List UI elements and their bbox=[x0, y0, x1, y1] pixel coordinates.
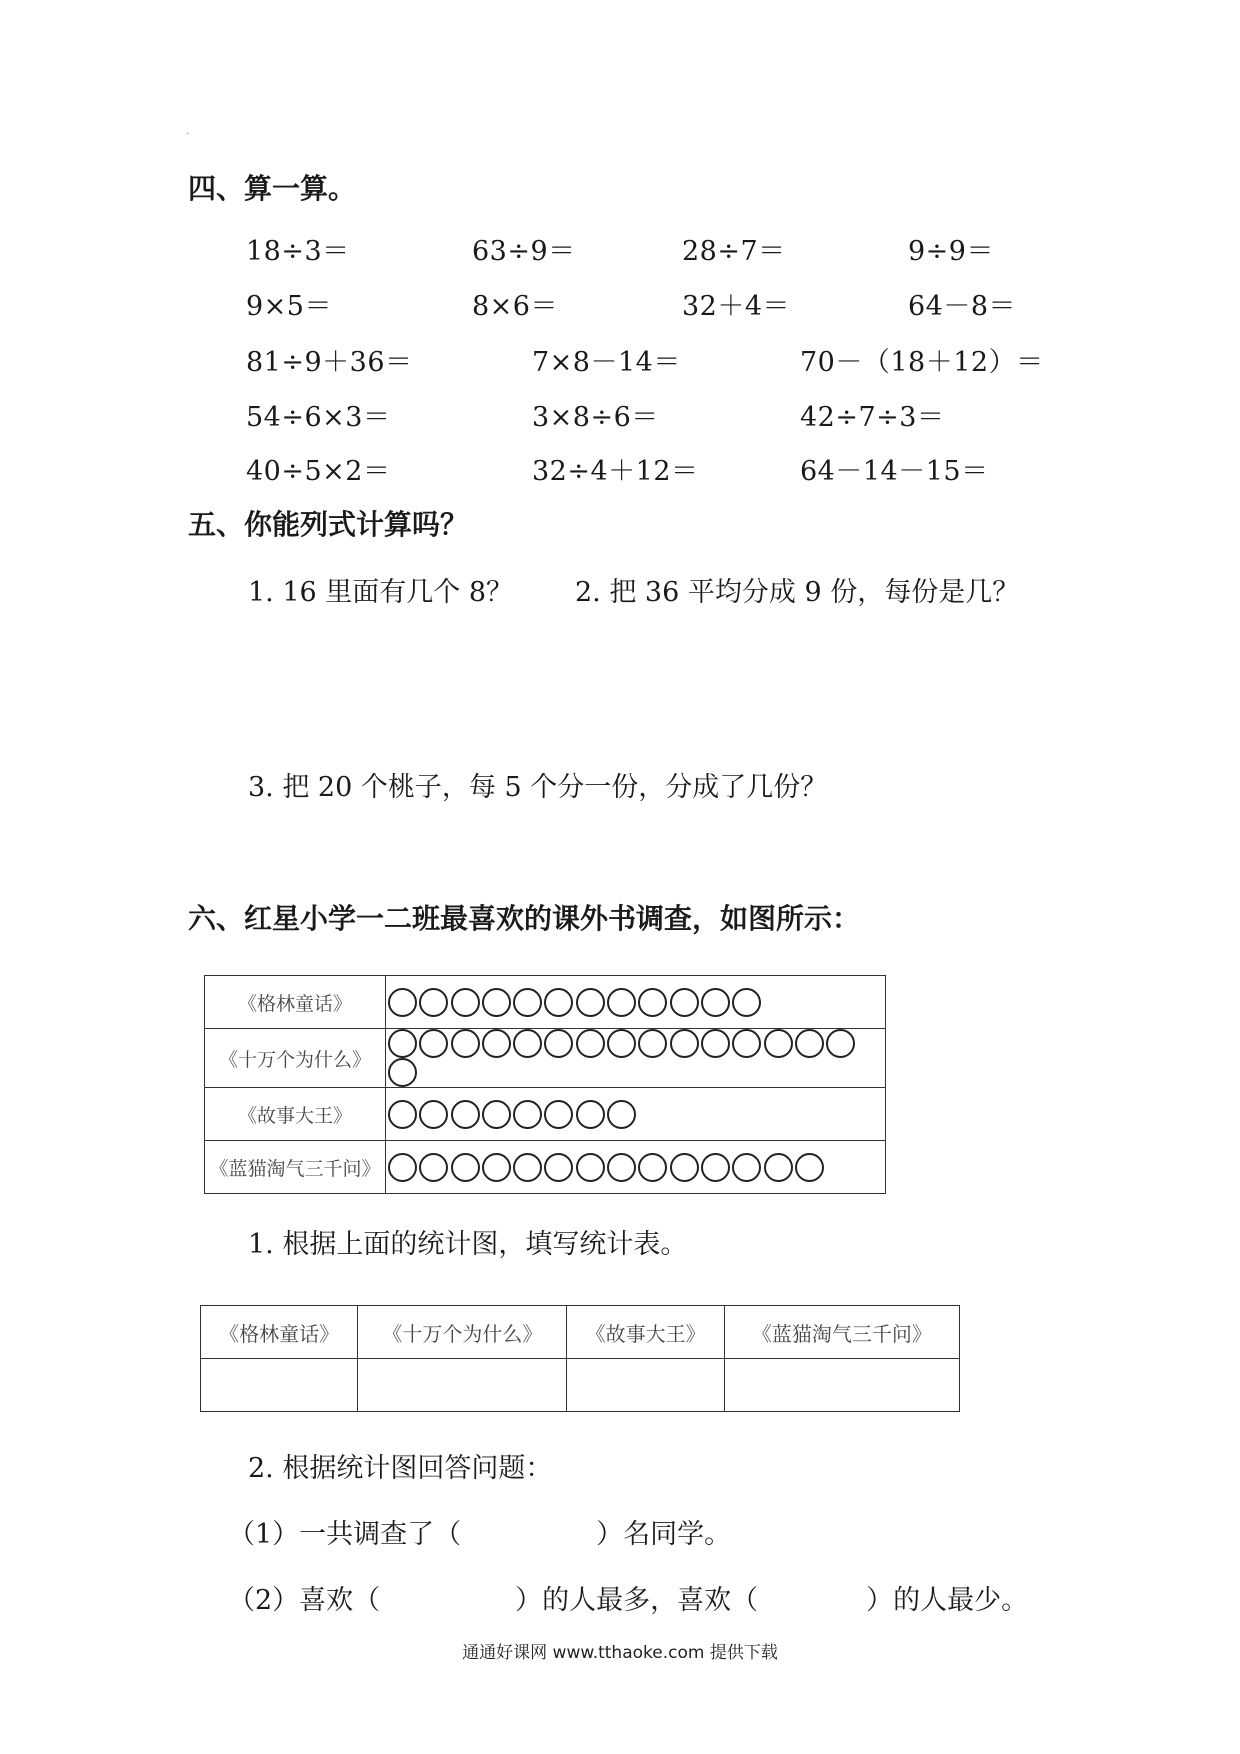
circle-mark bbox=[670, 988, 699, 1017]
pictograph-row bbox=[205, 1141, 886, 1194]
circle-mark bbox=[701, 1153, 730, 1182]
circle-mark bbox=[576, 1100, 605, 1129]
circle-mark bbox=[732, 988, 761, 1017]
circle-mark bbox=[544, 1153, 573, 1182]
table-header-cell: 《格林童话》 bbox=[201, 1306, 358, 1359]
calc-item: 9×5＝ bbox=[246, 291, 332, 322]
book-label: 《蓝猫淘气三千问》 bbox=[205, 1141, 386, 1194]
table-answer-row bbox=[201, 1359, 960, 1412]
calc-item: 64－14－15＝ bbox=[800, 456, 989, 487]
circle-mark bbox=[607, 1100, 636, 1129]
circle-mark bbox=[795, 1153, 824, 1182]
calc-item: 3×8÷6＝ bbox=[532, 402, 659, 433]
question-6-2: 2. 根据统计图回答问题： bbox=[248, 1453, 553, 1484]
calc-item: 63÷9＝ bbox=[472, 236, 576, 267]
circle-mark bbox=[576, 1029, 605, 1058]
circle-mark bbox=[419, 988, 448, 1017]
circle-mark bbox=[544, 1029, 573, 1058]
circle-mark bbox=[795, 1029, 824, 1058]
circle-mark bbox=[576, 1153, 605, 1182]
calc-item: 32÷4＋12＝ bbox=[532, 456, 699, 487]
circle-mark bbox=[388, 1100, 417, 1129]
circle-mark bbox=[576, 988, 605, 1017]
footer-credit: 通通好课网 www.tthaoke.com 提供下载 bbox=[462, 1643, 778, 1663]
circle-marks bbox=[386, 1088, 886, 1141]
circle-mark bbox=[513, 988, 542, 1017]
calc-item: 54÷6×3＝ bbox=[246, 402, 391, 433]
circle-mark bbox=[419, 1100, 448, 1129]
circle-mark bbox=[701, 1029, 730, 1058]
circle-mark bbox=[607, 1029, 636, 1058]
sub-question-2: （2）喜欢（ ）的人最多，喜欢（ ）的人最少。 bbox=[228, 1585, 1029, 1616]
circle-mark bbox=[638, 1029, 667, 1058]
question-5-3: 3. 把 20 个桃子，每 5 个分一份，分成了几份？ bbox=[248, 772, 828, 803]
circle-mark bbox=[513, 1029, 542, 1058]
answer-cell[interactable] bbox=[201, 1359, 358, 1412]
pictograph-row bbox=[205, 1029, 886, 1088]
pictograph-row bbox=[205, 976, 886, 1029]
question-5-2: 2. 把 36 平均分成 9 份，每份是几？ bbox=[575, 577, 1020, 608]
table-header-cell: 《故事大王》 bbox=[567, 1306, 724, 1359]
stray-dot: . bbox=[186, 126, 190, 137]
circle-mark bbox=[607, 988, 636, 1017]
circle-mark bbox=[482, 1100, 511, 1129]
sub-question-1: （1）一共调查了（ ）名同学。 bbox=[228, 1519, 732, 1550]
calc-item: 7×8－14＝ bbox=[532, 347, 681, 378]
circle-mark bbox=[451, 1029, 480, 1058]
circle-mark bbox=[544, 1100, 573, 1129]
section-5-title: 五、你能列式计算吗？ bbox=[188, 508, 469, 541]
circle-mark bbox=[419, 1153, 448, 1182]
circle-mark bbox=[638, 1153, 667, 1182]
circle-mark bbox=[513, 1153, 542, 1182]
answer-cell[interactable] bbox=[567, 1359, 724, 1412]
circle-marks bbox=[386, 1141, 886, 1194]
circle-mark bbox=[388, 1153, 417, 1182]
calc-item: 40÷5×2＝ bbox=[246, 456, 391, 487]
calc-item: 28÷7＝ bbox=[682, 236, 786, 267]
circle-mark bbox=[482, 1029, 511, 1058]
section-6-title: 六、红星小学一二班最喜欢的课外书调查，如图所示： bbox=[188, 902, 861, 935]
table-header-row bbox=[201, 1306, 960, 1359]
section-4-title: 四、算一算。 bbox=[188, 172, 357, 205]
circle-mark bbox=[451, 988, 480, 1017]
circle-marks bbox=[386, 1029, 886, 1088]
answer-cell[interactable] bbox=[358, 1359, 567, 1412]
circle-mark bbox=[607, 1153, 636, 1182]
calc-item: 32＋4＝ bbox=[682, 291, 791, 322]
question-5-1: 1. 16 里面有几个 8？ bbox=[248, 577, 514, 608]
calc-item: 18÷3＝ bbox=[246, 236, 350, 267]
calc-item: 8×6＝ bbox=[472, 291, 558, 322]
circle-mark bbox=[513, 1100, 542, 1129]
circle-mark bbox=[482, 1153, 511, 1182]
book-label: 《格林童话》 bbox=[205, 976, 386, 1029]
book-label: 《十万个为什么》 bbox=[205, 1029, 386, 1088]
circle-mark bbox=[388, 1029, 417, 1058]
circle-mark bbox=[388, 988, 417, 1017]
circle-mark bbox=[419, 1029, 448, 1058]
circle-mark bbox=[826, 1029, 855, 1058]
circle-mark bbox=[451, 1100, 480, 1129]
calc-item: 42÷7÷3＝ bbox=[800, 402, 945, 433]
pictograph-table bbox=[204, 975, 886, 1194]
book-label: 《故事大王》 bbox=[205, 1088, 386, 1141]
statistics-table bbox=[200, 1305, 960, 1412]
circle-mark bbox=[451, 1153, 480, 1182]
circle-marks bbox=[386, 976, 886, 1029]
circle-mark bbox=[670, 1029, 699, 1058]
circle-mark bbox=[544, 988, 573, 1017]
question-6-1: 1. 根据上面的统计图，填写统计表。 bbox=[248, 1229, 688, 1260]
circle-mark bbox=[732, 1029, 761, 1058]
circle-mark bbox=[638, 988, 667, 1017]
circle-mark bbox=[732, 1153, 761, 1182]
calc-item: 64－8＝ bbox=[908, 291, 1017, 322]
circle-mark bbox=[764, 1153, 793, 1182]
calc-item: 70－（18＋12）＝ bbox=[800, 347, 1044, 378]
circle-mark bbox=[670, 1153, 699, 1182]
table-header-cell: 《十万个为什么》 bbox=[358, 1306, 567, 1359]
circle-mark bbox=[388, 1058, 417, 1087]
circle-mark bbox=[764, 1029, 793, 1058]
calc-item: 9÷9＝ bbox=[908, 236, 994, 267]
calc-item: 81÷9＋36＝ bbox=[246, 347, 413, 378]
circle-mark bbox=[701, 988, 730, 1017]
circle-mark bbox=[482, 988, 511, 1017]
answer-cell[interactable] bbox=[724, 1359, 959, 1412]
pictograph-row bbox=[205, 1088, 886, 1141]
table-header-cell: 《蓝猫淘气三千问》 bbox=[724, 1306, 959, 1359]
